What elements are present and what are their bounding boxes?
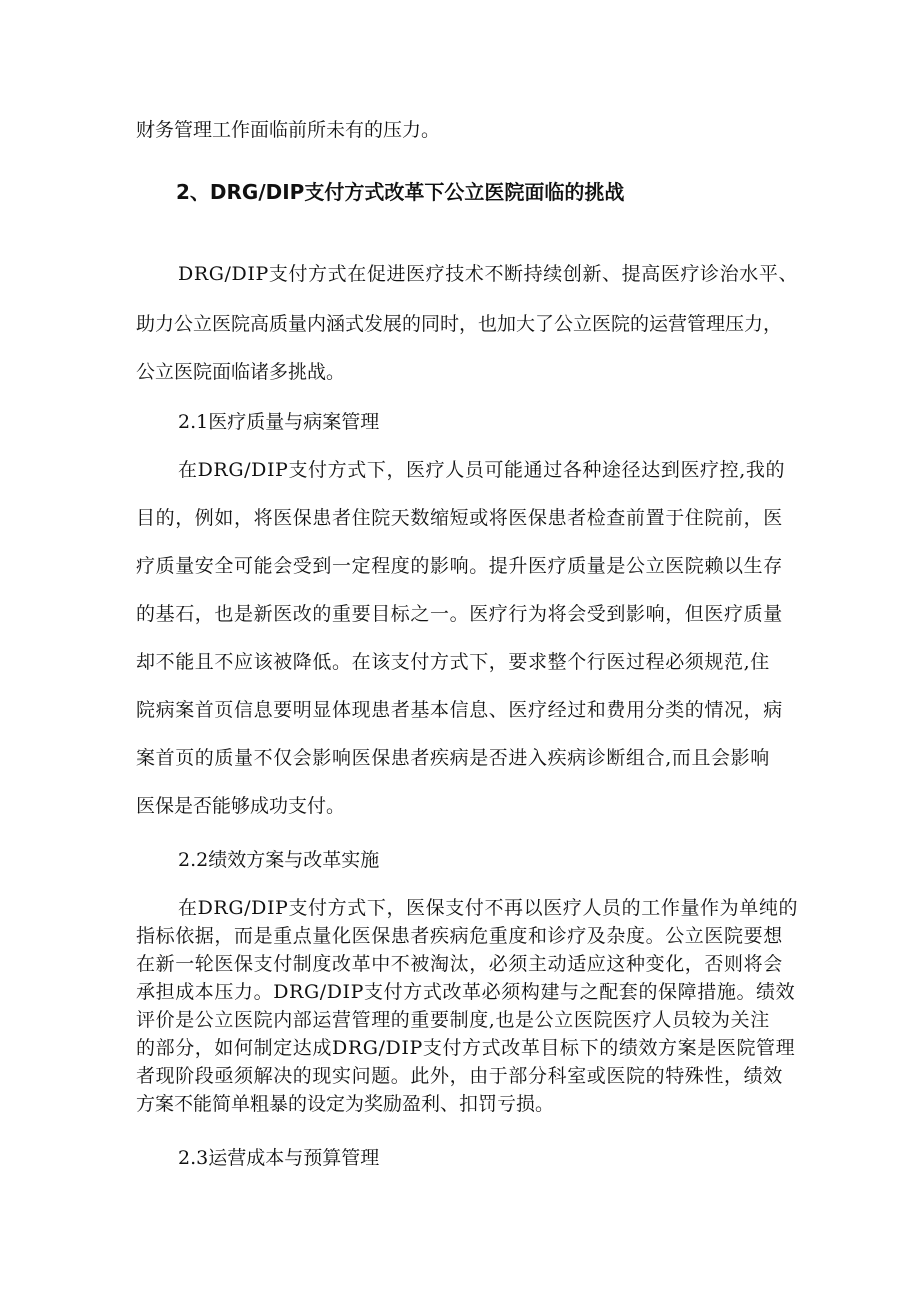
sub21-line-7: 案首页的质量不仅会影响医保患者疾病是否进入疾病诊断组合,而且会影响 [136,747,770,769]
sub21-line-2: 目的，例如，将医保患者住院天数缩短或将医保患者检查前置于住院前，医 [136,507,783,529]
sub22-line-6: 的部分，如何制定达成DRG/DIP支付方式改革目标下的绩效方案是医院管理 [136,1037,796,1059]
subsection-heading-2-2: 2.2绩效方案与改革实施 [178,849,380,871]
subsection-heading-2-3: 2.3运营成本与预算管理 [178,1147,380,1169]
sub22-line-2: 指标依据，而是重点量化医保患者疾病危重度和诊疗及杂度。公立医院要想 [136,925,783,947]
sub22-line-1: 在DRG/DIP支付方式下，医保支付不再以医疗人员的工作量作为单纯的 [178,897,799,919]
section2-line-1: DRG/DIP支付方式在促进医疗技术不断持续创新、提高医疗诊治水平、 [178,263,799,285]
section2-line-3: 公立医院面临诸多挑战。 [136,361,346,383]
paragraph-intro-tail: 财务管理工作面临前所未有的压力。 [136,119,441,141]
sub22-line-7: 者现阶段亟须解决的现实问题。此外，由于部分科室或医院的特殊性，绩效 [136,1065,783,1087]
sub21-line-8: 医保是否能够成功支付。 [136,795,346,817]
section-heading-2: 2、DRG/DIP支付方式改革下公立医院面临的挑战 [176,180,625,204]
section2-line-2: 助力公立医院高质量内涵式发展的同时，也加大了公立医院的运营管理压力， [136,313,783,335]
sub21-line-6: 院病案首页信息要明显体现患者基本信息、医疗经过和费用分类的情况，病 [136,699,783,721]
subsection-heading-2-1: 2.1医疗质量与病案管理 [178,411,380,433]
sub21-line-3: 疗质量安全可能会受到一定程度的影响。提升医疗质量是公立医院赖以生存 [136,555,783,577]
sub21-line-5: 却不能且不应该被降低。在该支付方式下，要求整个行医过程必须规范,住 [136,651,770,673]
sub22-line-3: 在新一轮医保支付制度改革中不被淘汰，必须主动适应这种变化，否则将会 [136,953,783,975]
sub21-line-1: 在DRG/DIP支付方式下，医疗人员可能通过各种途径达到医疗控,我的 [178,459,786,481]
sub21-line-4: 的基石，也是新医改的重要目标之一。医疗行为将会受到影响，但医疗质量 [136,603,783,625]
sub22-line-8: 方案不能简单粗暴的设定为奖励盈利、扣罚亏损。 [136,1093,555,1115]
sub22-line-4: 承担成本压力。DRG/DIP支付方式改革必须构建与之配套的保障措施。绩效 [136,981,796,1003]
sub22-line-5: 评价是公立医院内部运营管理的重要制度,也是公立医院医疗人员较为关注 [136,1009,770,1031]
